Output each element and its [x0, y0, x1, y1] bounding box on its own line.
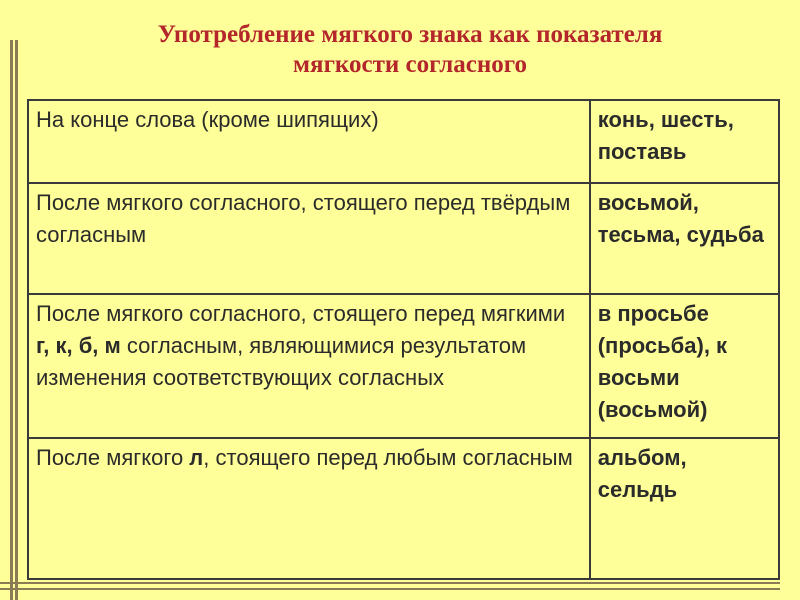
- rule-example: конь, шесть, поставь: [590, 100, 779, 183]
- decorative-horizontal-line: [0, 588, 780, 590]
- page-title: [40, 20, 780, 80]
- rule-description: [28, 438, 590, 579]
- decorative-horizontal-line: [0, 582, 780, 584]
- rule-text-bold: г, к, б, м: [36, 333, 121, 358]
- table-row: [28, 294, 779, 438]
- title-line-2: мягкости согласного: [293, 51, 527, 78]
- rule-text-bold: л: [189, 445, 204, 470]
- rule-example: восьмой, тесьма, судьба: [590, 183, 779, 294]
- rule-description: [28, 294, 590, 438]
- rule-text: , стоящего перед любым согласным: [203, 445, 573, 470]
- rule-description: [28, 183, 590, 294]
- title-line-1: Употребление мягкого знака как показателя: [157, 21, 663, 48]
- rules-table: [27, 99, 780, 580]
- rule-example: альбом, сельдь: [590, 438, 779, 579]
- rule-text: согласным, являющимися результатом изменения соответствующих согласных: [36, 333, 527, 390]
- rule-text: После мягкого согласного, стоящего перед твёрдым согласным: [36, 190, 571, 247]
- rule-text: После мягкого: [36, 445, 190, 470]
- table-row: [28, 183, 779, 294]
- rule-text: После мягкого согласного, стоящего перед мягкими: [36, 301, 566, 326]
- decorative-vertical-line: [10, 40, 13, 600]
- rule-text: На конце слова (кроме шипящих): [36, 107, 379, 132]
- decorative-vertical-line: [15, 40, 18, 600]
- rule-example: в просьбе (просьба), к восьми (восьмой): [590, 294, 779, 438]
- rule-description: [28, 100, 590, 183]
- table-row: [28, 100, 779, 183]
- table-row: [28, 438, 779, 579]
